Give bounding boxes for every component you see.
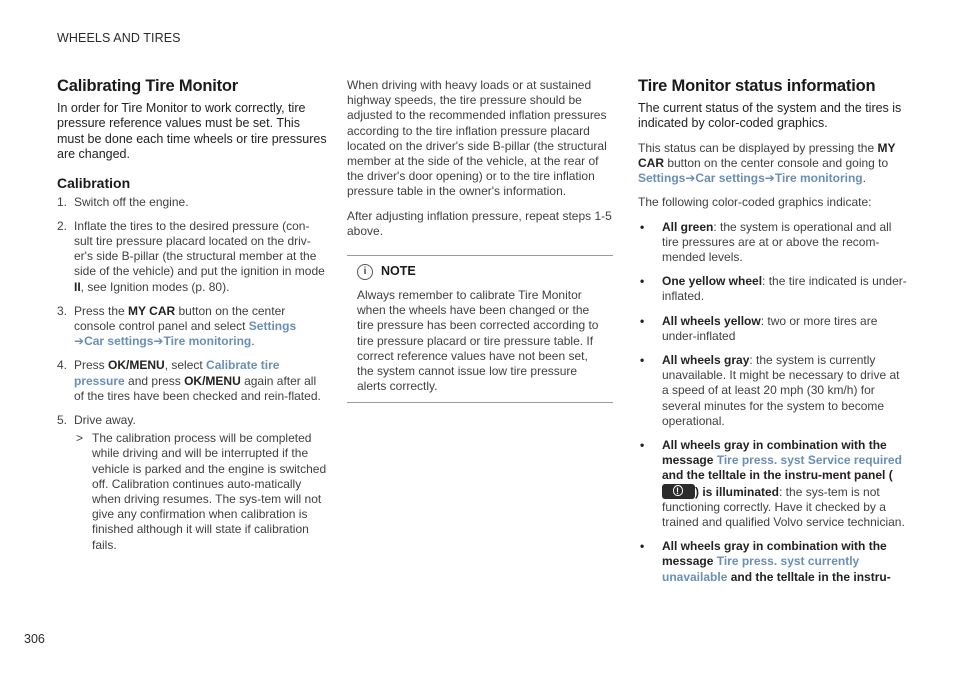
info-circle-icon: i (357, 264, 373, 280)
list-item: • All wheels yellow: two or more tires are under-inflated (640, 313, 878, 343)
list-item: • One yellow wheel: the tire indicated is under-inflated. (640, 274, 907, 304)
note-header (357, 264, 607, 280)
step-1: 1. Switch off the engine. (57, 194, 189, 209)
arrow-right-icon: ➔ (153, 334, 164, 349)
list-item: • All wheels gray: the system is currently unavailable. It might be necessary to drive at a speed of at least 20 mph (30 km/h) for several minutes for the system to become operational. (640, 353, 900, 428)
graphics-intro: The following color-coded graphics indicate: (638, 195, 872, 210)
heavy-load-paragraph: When driving with heavy loads or at sustained highway speeds, the tire pressure should be adjusted to the recommended inflation pressures according to the tire inflation pressure placard located on the driver's side B-pillar (the structural member at the side of the vehicle, at the rear of the driver's door opening) or to the tire inflation pressure table in the owner's information. (347, 78, 607, 199)
column-status-info (638, 76, 908, 594)
page-number: 306 (24, 632, 45, 646)
section-title-calibrating: Calibrating Tire Monitor (57, 77, 238, 95)
arrow-right-icon: ➔ (74, 334, 85, 349)
arrow-right-icon: ➔ (764, 171, 775, 186)
list-item: • All green: the system is operational and all tire pressures are at or above the recom-mended levels. (640, 219, 892, 265)
list-item: • All wheels gray in combination with the message Tire press. syst Service required and the telltale in the instru-ment panel ( ! ) is illuminated: the sys-tem is not functioning correctly. Have it checked by a trained and qualified Volvo service technician. (638, 438, 908, 530)
display-status-paragraph: This status can be displayed by pressing the MY CAR button on the center console and going to Settings➔Car settings➔Tire monitoring. (638, 140, 896, 186)
running-header: WHEELS AND TIRES (57, 31, 181, 45)
section-title-status: Tire Monitor status information (638, 77, 876, 95)
step-4: 4. Press OK/MENU, select Calibrate tire pressure and press OK/MENU again after all of the tires have been checked and rein-flated. (57, 358, 321, 403)
step-5-result: > The calibration process will be completed while driving and will be interrupted if the vehicle is parked and the engine is switched off. Calibration continues auto-matically when driving resumes. The sys-tem will not give any confirmation when calibration is finished although it will state if calibration fails. (76, 431, 327, 552)
menu-settings: Settings (248, 319, 297, 334)
note-title: NOTE (381, 264, 416, 279)
column-calibrating (57, 76, 327, 562)
column-heavy-loads (347, 78, 613, 403)
step-2: 2. Inflate the tires to the desired pressure (con-sult tire pressure placard located on the driv-er's side B-pillar (the structural member at the side of the vehicle) and put the ignition in mode II, see Ignition modes (p. 80). (57, 218, 325, 294)
note-text: Always remember to calibrate Tire Monitor when the wheels have been changed or the tire pressure has been corrected according to tire pressure placard or tire pressure table. If correct reference values have not been set, the system cannot issue low tire pressure alerts correctly. (357, 288, 599, 394)
arrow-right-icon: ➔ (685, 171, 696, 186)
repeat-steps-paragraph: After adjusting inflation pressure, repeat steps 1-5 above. (347, 208, 612, 238)
lead-paragraph: In order for Tire Monitor to work correctly, tire pressure reference values must be set. This must be done each time wheels or tire pressures are changed. (57, 101, 327, 162)
step-3: 3. Press the MY CAR button on the center console control panel and select Settings ➔Car settings➔Tire monitoring. (57, 303, 297, 349)
subsection-title-calibration: Calibration (57, 174, 131, 191)
tire-pressure-telltale-icon (662, 484, 695, 499)
status-lead: The current status of the system and the tires is indicated by color-coded graphics. (638, 101, 902, 131)
step-5: 5. Drive away. > The calibration process will be completed while driving and will be interrupted if the vehicle is parked and the engine is switched off. Calibration continues auto-matically when driving resumes. The sys-tem will not give any confirmation when calibration is finished although it will state if calibration fails. (57, 413, 327, 552)
calibration-steps (57, 195, 327, 553)
status-list (638, 220, 908, 585)
list-item: • All wheels gray in combination with the message Tire press. syst currently unavailable and the telltale in the instru- (640, 539, 891, 584)
note-box (347, 255, 613, 403)
